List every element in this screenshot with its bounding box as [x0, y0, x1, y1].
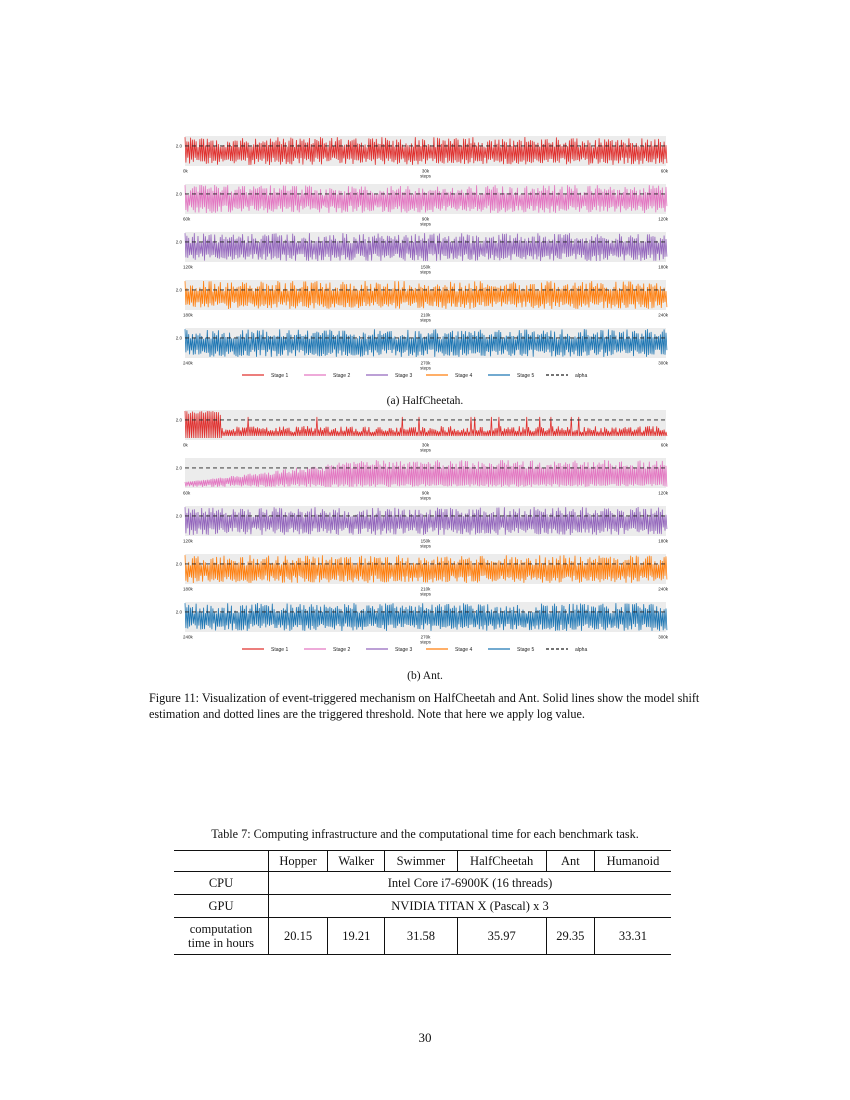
xtick-label: 300k: [658, 360, 668, 366]
legend-label: Stage 1: [271, 372, 289, 379]
time-cell: 35.97: [457, 918, 546, 955]
xtick-label: 0k: [183, 442, 188, 448]
figure-a-halfcheetah: [168, 134, 678, 392]
header-cell: Swimmer: [385, 851, 457, 872]
ytick-label: 2.0: [175, 513, 182, 519]
stage-panel: [176, 136, 669, 179]
subfigure-a-caption: (a) HalfCheetah.: [386, 395, 464, 407]
table-header-row: [174, 851, 671, 872]
legend: [242, 373, 587, 379]
stage-panel: [176, 184, 669, 227]
ytick-label: 2.0: [175, 239, 182, 245]
ytick-label: 2.0: [175, 609, 182, 615]
ytick-label: 2.0: [175, 191, 182, 197]
time-cell: 19.21: [328, 918, 385, 955]
legend-label: Stage 5: [517, 646, 535, 653]
legend-label: alpha: [575, 372, 588, 379]
stage-panel: [176, 506, 669, 549]
legend-label: Stage 4: [455, 372, 473, 379]
xtick-label: 60k: [183, 490, 191, 496]
stage-panel: [176, 602, 669, 645]
header-empty-cell: [174, 851, 269, 872]
row-label-line: time in hours: [188, 936, 254, 950]
time-cell: 20.15: [269, 918, 328, 955]
figure-caption: Figure 11: Visualization of event-triggered mechanism on HalfCheetah and Ant. Solid lines show the model shift estimation and dotted lines are the triggered threshold. Note that here we apply log value.: [149, 691, 700, 721]
xtick-label: 120k: [658, 490, 668, 496]
stage-panel: [176, 458, 669, 501]
xtick-label: 180k: [183, 312, 193, 318]
xaxis-label: steps: [420, 221, 431, 227]
stage-panel: [176, 554, 669, 597]
xtick-label: 270k: [420, 634, 431, 640]
xtick-label: 180k: [183, 586, 193, 592]
table-row-gpu: [174, 895, 671, 918]
ytick-label: 2.0: [175, 335, 182, 341]
legend-label: alpha: [575, 646, 588, 653]
xtick-label: 0k: [183, 168, 188, 174]
header-cell: Humanoid: [594, 851, 671, 872]
xtick-label: 150k: [420, 264, 431, 270]
gpu-value: NVIDIA TITAN X (Pascal) x 3: [269, 895, 672, 918]
stage-panel: [176, 280, 669, 323]
xtick-label: 240k: [658, 312, 668, 318]
header-cell: HalfCheetah: [457, 851, 546, 872]
xtick-label: 120k: [183, 264, 193, 270]
legend-label: Stage 5: [517, 372, 535, 379]
xaxis-label: steps: [420, 365, 431, 371]
legend-label: Stage 2: [333, 372, 351, 379]
header-cell: Hopper: [269, 851, 328, 872]
legend-label: Stage 4: [455, 646, 473, 653]
xtick-label: 90k: [421, 490, 430, 496]
legend: [242, 647, 587, 653]
stage-panel: [176, 328, 669, 371]
xtick-label: 240k: [183, 634, 193, 640]
xtick-label: 300k: [658, 634, 668, 640]
xtick-label: 60k: [660, 168, 668, 174]
table-row-time: [174, 918, 671, 955]
xtick-label: 60k: [660, 442, 668, 448]
xaxis-label: steps: [420, 639, 431, 645]
legend-label: Stage 3: [395, 372, 413, 379]
xaxis-label: steps: [420, 495, 431, 501]
xtick-label: 90k: [421, 216, 430, 222]
time-cell: 31.58: [385, 918, 457, 955]
legend-label: Stage 2: [333, 646, 351, 653]
xtick-label: 150k: [420, 538, 431, 544]
legend-label: Stage 3: [395, 646, 413, 653]
time-cell: 33.31: [594, 918, 671, 955]
xtick-label: 180k: [658, 264, 668, 270]
ytick-label: 2.0: [175, 143, 182, 149]
ytick-label: 2.0: [175, 561, 182, 567]
table-caption: Table 7: Computing infrastructure and the computational time for each benchmark task.: [211, 827, 639, 841]
row-label: GPU: [174, 895, 269, 918]
xaxis-label: steps: [420, 269, 431, 275]
header-cell: Ant: [546, 851, 594, 872]
row-label: CPU: [174, 872, 269, 895]
xtick-label: 270k: [420, 360, 431, 366]
cpu-value: Intel Core i7-6900K (16 threads): [269, 872, 672, 895]
table-row-cpu: [174, 872, 671, 895]
xtick-label: 240k: [658, 586, 668, 592]
xaxis-label: steps: [420, 591, 431, 597]
page-number: 30: [418, 1030, 432, 1045]
ytick-label: 2.0: [175, 287, 182, 293]
xaxis-label: steps: [420, 173, 431, 179]
stage-panel: [176, 232, 669, 275]
xtick-label: 60k: [183, 216, 191, 222]
figure-b-ant: [168, 408, 678, 666]
ytick-label: 2.0: [175, 465, 182, 471]
xtick-label: 210k: [420, 312, 431, 318]
xaxis-label: steps: [420, 317, 431, 323]
xtick-label: 30k: [421, 442, 430, 448]
xtick-label: 120k: [183, 538, 193, 544]
xtick-label: 120k: [658, 216, 668, 222]
xtick-label: 240k: [183, 360, 193, 366]
subfigure-b-caption: (b) Ant.: [407, 670, 443, 682]
xtick-label: 180k: [658, 538, 668, 544]
ytick-label: 2.0: [175, 417, 182, 423]
legend-label: Stage 1: [271, 646, 289, 653]
header-cell: Walker: [328, 851, 385, 872]
stage-panel: [176, 410, 669, 453]
xtick-label: 30k: [421, 168, 430, 174]
row-label: [174, 918, 269, 955]
xaxis-label: steps: [420, 543, 431, 549]
row-label-line: computation: [189, 922, 253, 936]
xaxis-label: steps: [420, 447, 431, 453]
compute-table: [174, 850, 671, 955]
xtick-label: 210k: [420, 586, 431, 592]
time-cell: 29.35: [546, 918, 594, 955]
